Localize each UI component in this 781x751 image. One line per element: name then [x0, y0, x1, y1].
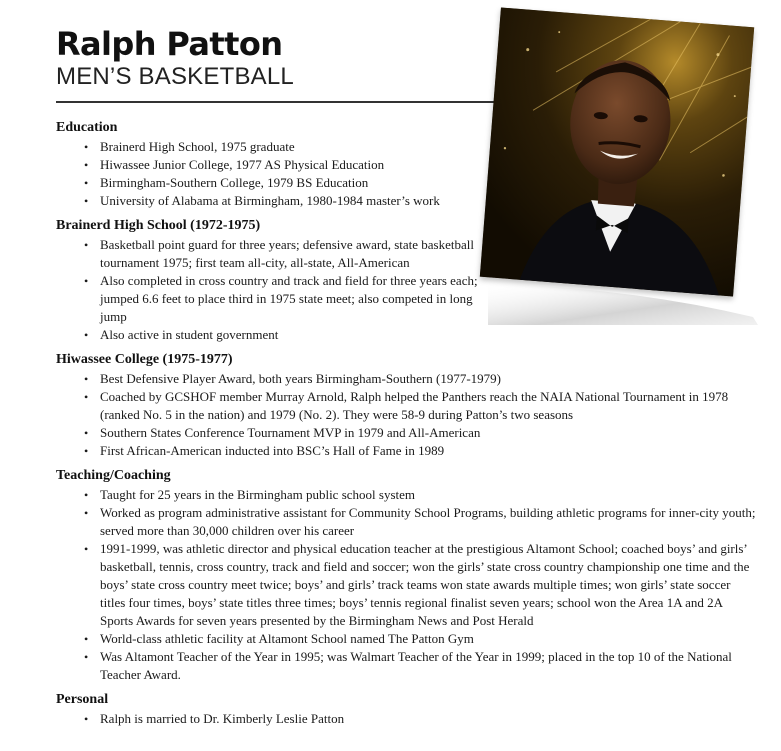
section-education	[56, 118, 756, 210]
list-item: • Brainerd High School, 1975 graduate	[84, 138, 506, 156]
section-heading: Brainerd High School (1972-1975)	[56, 218, 261, 233]
list-item: • World-class athletic facility at Altamont School named The Patton Gym	[84, 630, 756, 648]
list-item: • Worked as program administrative assistant for Community School Programs, building athletic programs for inner-city youth; served more than 30,000 children over his career	[84, 504, 756, 540]
list-item: • Also active in student government	[84, 326, 486, 344]
section-teaching	[56, 466, 756, 684]
list-item: • Was Altamont Teacher of the Year in 1995; was Walmart Teacher of the Year in 1999; placed in the top 10 of the National Teacher Award.	[84, 648, 756, 684]
section-heading: Education	[56, 120, 118, 135]
teaching-list	[56, 486, 756, 684]
education-list	[56, 138, 506, 210]
brainerd-list	[56, 236, 486, 344]
list-item: • Coached by GCSHOF member Murray Arnold, Ralph helped the Panthers reach the NAIA National Tournament in 1978 (ranked No. 5 in the nation) and 1979 (No. 2). They were 58-9 during Patton’s two seasons	[84, 388, 756, 424]
personal-list	[56, 710, 756, 728]
section-heading: Personal	[56, 692, 109, 707]
hiwassee-list	[56, 370, 756, 460]
profile-content	[56, 118, 756, 734]
list-item: • Ralph is married to Dr. Kimberly Leslie Patton	[84, 710, 756, 728]
profile-header	[56, 24, 501, 90]
list-item: • First African-American inducted into BSC’s Hall of Fame in 1989	[84, 442, 756, 460]
section-brainerd	[56, 216, 756, 344]
section-heading: Teaching/Coaching	[56, 468, 171, 483]
list-item: • 1991-1999, was athletic director and physical education teacher at the prestigious Altamont School; coached boys’ and girls’ basketball, tennis, cross country, track and field and soccer; won the girls’ state cross country championship one time and the boys’ state cross country meet twice; boys’ and girls’ track teams won state awards multiple times; won girls’ state soccer titles four times, boys’ state titles three times; boys’ tennis regional finalist seven years; school won the Area 1A and 2A Sports Awards for seven years presented by the Birmingham News and Post Herald	[84, 540, 756, 630]
section-personal	[56, 690, 756, 728]
header-divider	[56, 101, 501, 103]
list-item: • University of Alabama at Birmingham, 1980-1984 master’s work	[84, 192, 506, 210]
list-item: • Southern States Conference Tournament MVP in 1979 and All-American	[84, 424, 756, 442]
section-hiwassee	[56, 350, 756, 460]
list-item: • Basketball point guard for three years; defensive award, state basketball tournament 1975; first team all-city, all-state, All-American	[84, 236, 486, 272]
profile-sport: MEN’S BASKETBALL	[56, 63, 294, 90]
list-item: • Taught for 25 years in the Birmingham public school system	[84, 486, 756, 504]
list-item: • Also completed in cross country and track and field for three years each; jumped 6.6 feet to place third in 1975 state meet; also competed in long jump	[84, 272, 486, 326]
profile-name: Ralph Patton	[56, 25, 283, 63]
list-item: • Hiwassee Junior College, 1977 AS Physical Education	[84, 156, 506, 174]
list-item: • Best Defensive Player Award, both years Birmingham-Southern (1977-1979)	[84, 370, 756, 388]
list-item: • Birmingham-Southern College, 1979 BS Education	[84, 174, 506, 192]
section-heading: Hiwassee College (1975-1977)	[56, 352, 233, 367]
